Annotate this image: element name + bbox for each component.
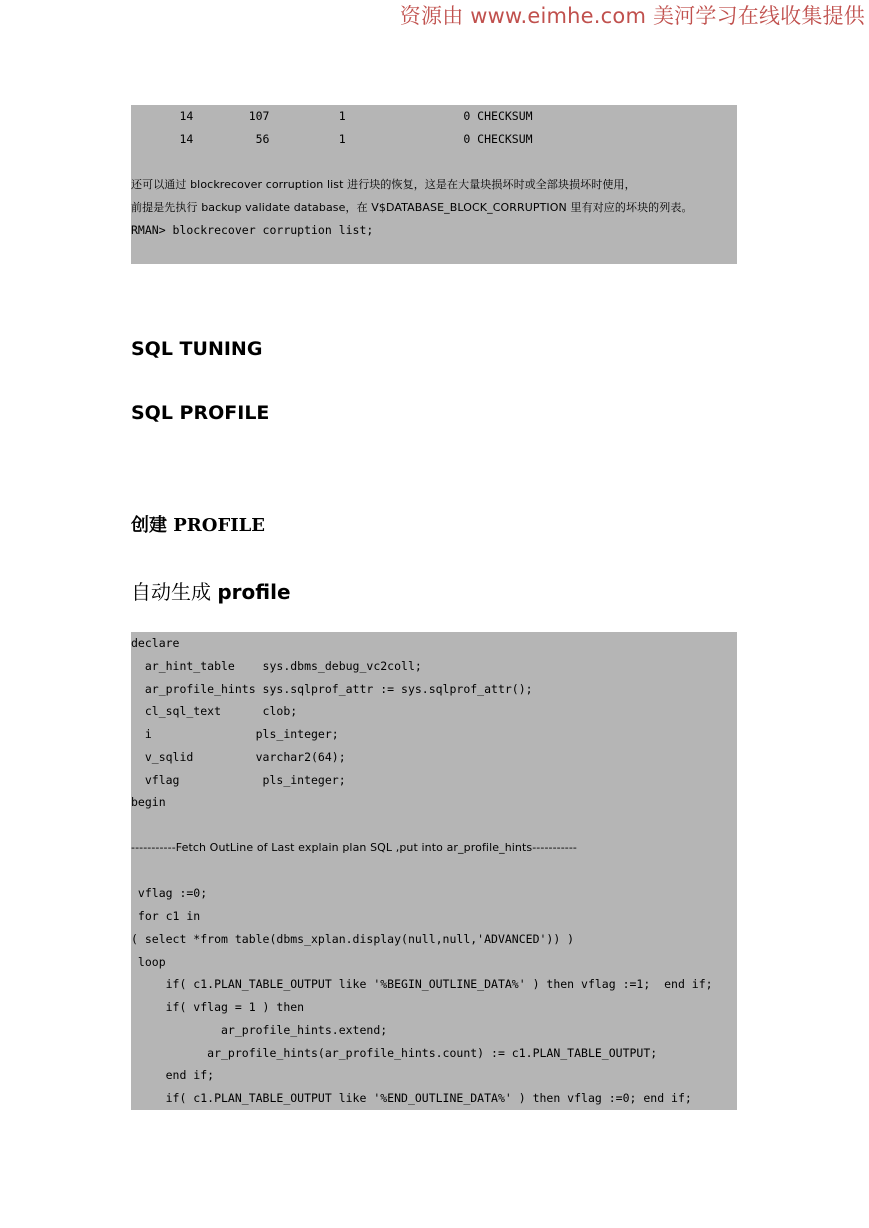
code-line: v_sqlid varchar2(64); — [131, 750, 346, 764]
code-line: end if; — [131, 1068, 215, 1082]
heading-sql-profile: SQL PROFILE — [131, 402, 270, 424]
watermark-text: 资源由 www.eimhe.com 美河学习在线收集提供 — [399, 4, 865, 28]
heading-sql-tuning: SQL TUNING — [131, 338, 263, 360]
heading-auto-profile-en: profile — [217, 580, 291, 604]
code-line: 14 56 1 0 CHECKSUM — [131, 132, 533, 146]
code-line: cl_sql_text clob; — [131, 704, 298, 718]
code-line: ar_profile_hints.extend; — [131, 1023, 388, 1037]
code-line: declare — [131, 636, 180, 650]
code-line: ar_profile_hints sys.sqlprof_attr := sys.sqlprof_attr(); — [131, 682, 533, 696]
code-line: if( vflag = 1 ) then — [131, 1000, 305, 1014]
code-line: ar_profile_hints(ar_profile_hints.count) := c1.PLAN_TABLE_OUTPUT; — [131, 1046, 658, 1060]
heading-auto-profile — [131, 576, 291, 605]
code-line: i pls_integer; — [131, 727, 339, 741]
code-block-rman — [131, 105, 737, 264]
code-line: vflag pls_integer; — [131, 773, 346, 787]
code-line: if( c1.PLAN_TABLE_OUTPUT like '%BEGIN_OUTLINE_DATA%' ) then vflag :=1; end if; — [131, 977, 713, 991]
code-line: loop — [131, 955, 166, 969]
heading-create-profile: 创建 PROFILE — [131, 515, 266, 536]
heading-auto-profile-cn: 自动生成 — [131, 580, 218, 604]
code-line: begin — [131, 795, 166, 809]
code-line: vflag :=0; — [131, 886, 208, 900]
prose-line: 前提是先执行 backup validate database，在 V$DATABASE_BLOCK_CORRUPTION 里有对应的坏块的列表。 — [131, 201, 693, 214]
code-line: -----------Fetch OutLine of Last explain plan SQL ,put into ar_profile_hints----------- — [131, 841, 577, 854]
code-line: ar_hint_table sys.dbms_debug_vc2coll; — [131, 659, 422, 673]
code-block-plsql — [131, 632, 737, 1110]
prose-line: 还可以通过 blockrecover corruption list 进行块的恢复，这是在大量块损坏时或全部块损坏时使用， — [131, 178, 636, 191]
code-line: if( c1.PLAN_TABLE_OUTPUT like '%END_OUTLINE_DATA%' ) then vflag :=0; end if; — [131, 1091, 692, 1105]
code-line: for c1 in — [131, 909, 201, 923]
code-line: RMAN> blockrecover corruption list; — [131, 223, 374, 237]
code-line: ( select *from table(dbms_xplan.display(null,null,'ADVANCED')) ) — [131, 932, 575, 946]
code-line: 14 107 1 0 CHECKSUM — [131, 109, 533, 123]
